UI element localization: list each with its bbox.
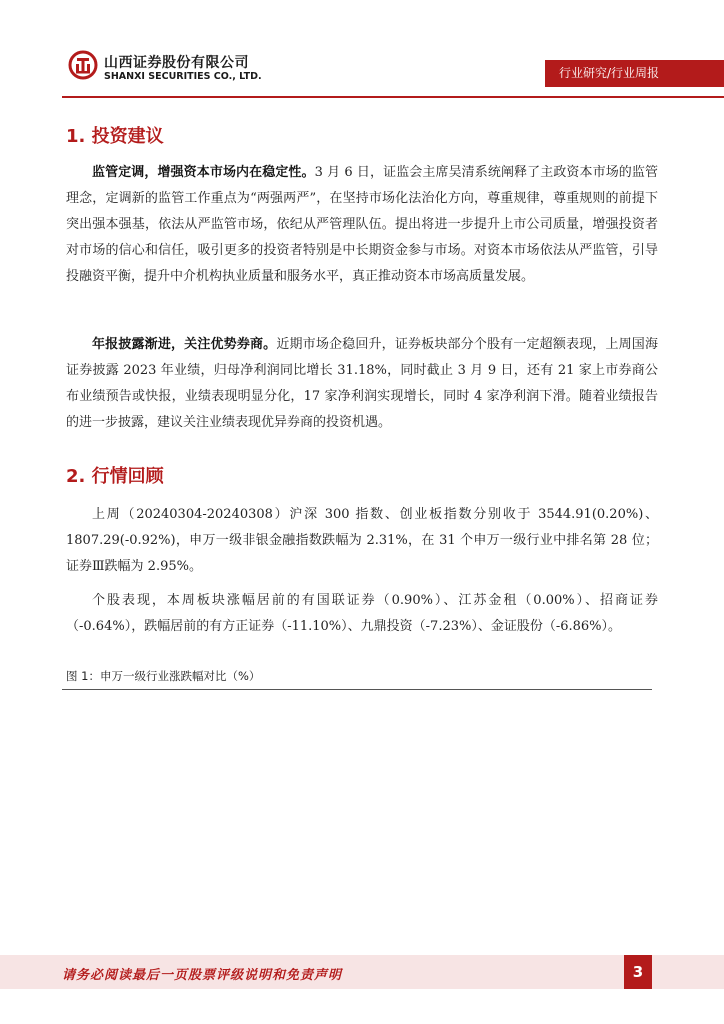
paragraph-regulation-lead: 监管定调，增强资本市场内在稳定性。 [92,165,315,180]
paragraph-annual-report [66,332,658,436]
figure-area [62,690,652,940]
paragraph-annual-report-lead: 年报披露渐进，关注优势券商。 [92,337,277,352]
company-logo-icon [68,50,98,80]
section-heading-market-review: 2. 行情回顾 [66,466,164,487]
paragraph-annual-report-body: 近期市场企稳回升，证券板块部分个股有一定超额表现，上周国海证券披露 2023 年业绩，归母净利润同比增长 31.18%，同时截止 3 月 9 日，还有 21 家上市券商公布业绩预告或快报，业绩表现明显分化，17 家净利润实现增长，同时 4 家净利润下滑。随着业绩报告的进一步披露，建议关注业绩表现优异券商的投资机遇。 [66,337,658,430]
report-type-tag: 行业研究/行业周报 [545,60,724,87]
paragraph-stock-performance: 个股表现，本周板块涨幅居前的有国联证券（0.90%）、江苏金租（0.00%）、招商证券（-0.64%），跌幅居前的有方正证券（-11.10%）、九鼎投资（-7.23%）、金证股份（-6.86%）。 [66,593,658,634]
company-name-cn: 山西证券股份有限公司 [104,55,249,71]
paragraph-index-review: 上周（20240304-20240308）沪深 300 指数、创业板指数分别收于 3544.91(0.20%)、1807.29(-0.92%)，申万一级非银金融指数跌幅为 2.31%，在 31 个申万一级行业中排名第 28 位；证券Ⅲ跌幅为 2.95%。 [66,507,658,574]
section-heading-investment: 1. 投资建议 [66,126,164,147]
paragraph-regulation-body: 3 月 6 日，证监会主席吴清系统阐释了主政资本市场的监管理念，定调新的监管工作重点为“两强两严”，在坚持市场化法治化方向，尊重规律，尊重规则的前提下突出强本强基，依法从严监管市场，依纪从严管理队伍。提出将进一步提升上市公司质量，增强投资者对市场的信心和信任，吸引更多的投资者特别是中长期资金参与市场。对资本市场依法从严监管，引导投融资平衡，提升中介机构执业质量和服务水平，真正推动资本市场高质量发展。 [66,165,658,284]
figure-caption: 图 1：申万一级行业涨跌幅对比（%） [66,669,261,683]
page-header [0,0,724,100]
footer-disclaimer: 请务必阅读最后一页股票评级说明和免责声明 [62,968,343,983]
company-name-en: SHANXI SECURITIES CO., LTD. [104,71,262,82]
header-divider [62,96,724,98]
page-number: 3 [624,955,652,989]
page-footer [0,955,724,989]
paragraph-regulation [66,160,658,290]
